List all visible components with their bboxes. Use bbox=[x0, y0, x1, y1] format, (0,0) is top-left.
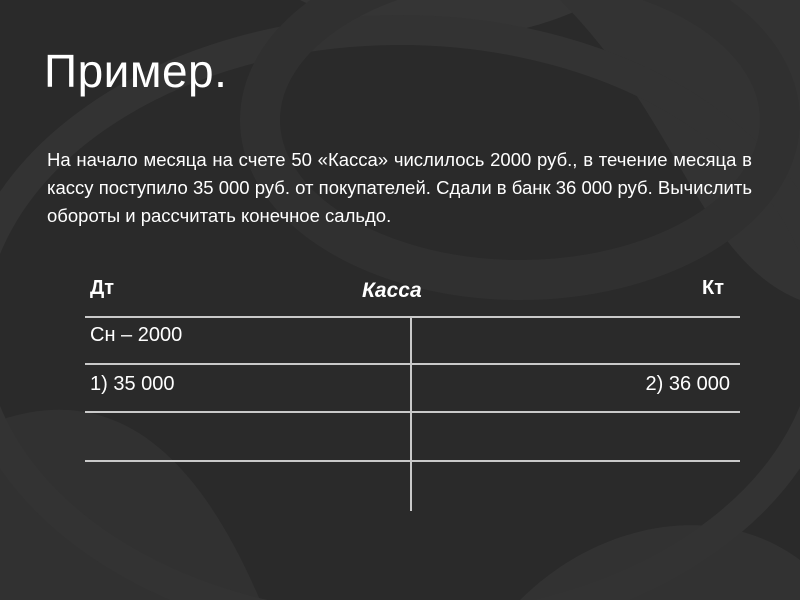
ledger-rule-row2 bbox=[85, 363, 740, 365]
account-name: Касса bbox=[362, 279, 422, 302]
ledger-row-2-debit: 1) 35 000 bbox=[90, 373, 175, 395]
ledger-rule-top bbox=[85, 316, 740, 318]
ledger-row-2-credit: 2) 36 000 bbox=[645, 373, 730, 395]
slide-title: Пример. bbox=[44, 45, 228, 97]
ledger-row-1-debit: Сн – 2000 bbox=[90, 324, 183, 346]
ledger-divider bbox=[410, 317, 412, 511]
credit-label: Кт bbox=[702, 277, 725, 299]
problem-statement: На начало месяца на счете 50 «Касса» числилось 2000 руб., в течение месяца в кассу поступило 35 000 руб. от покупателей. Сдали в банк 36 000 руб. Вычислить обороты и рассчитать конечное сальдо. bbox=[47, 149, 752, 226]
t-account-ledger bbox=[85, 268, 740, 513]
ledger-rule-row4 bbox=[85, 460, 740, 462]
ledger-rule-row3 bbox=[85, 411, 740, 413]
debit-label: Дт bbox=[90, 277, 115, 299]
